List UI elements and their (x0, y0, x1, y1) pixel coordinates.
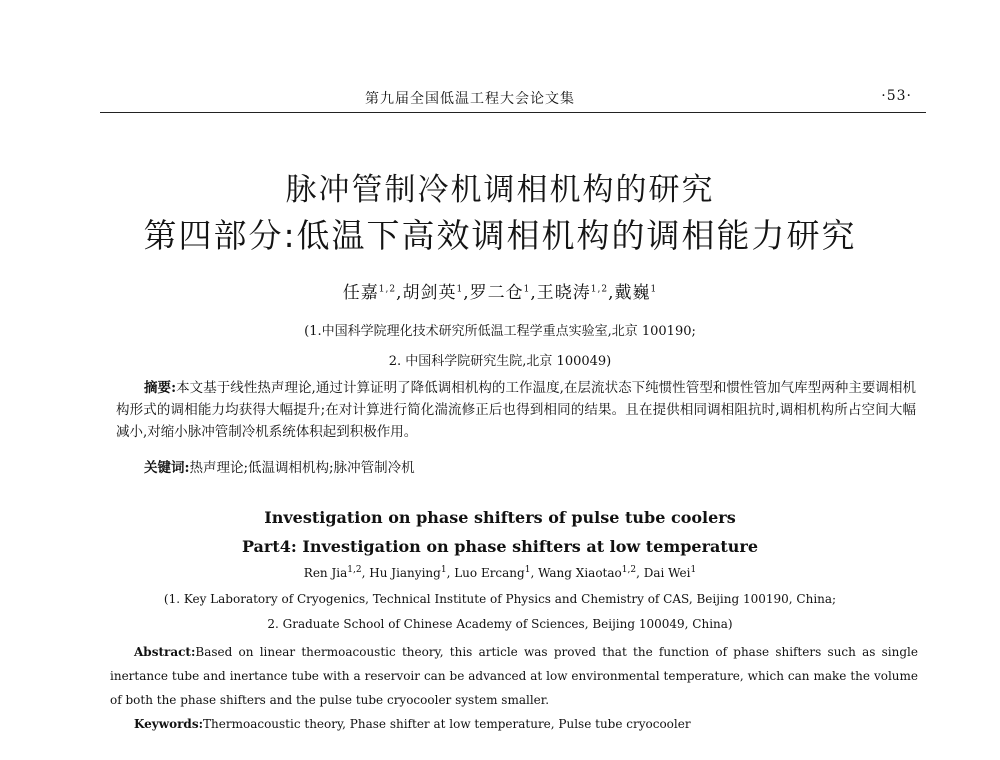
author-cn-affil: 1 (456, 284, 464, 295)
keywords-en (134, 717, 691, 731)
journal-title: 第九届全国低温工程大会论文集 (365, 91, 575, 107)
author-en: Luo Ercang (454, 566, 525, 580)
author-cn-affil: 1 (523, 284, 531, 295)
title-en-line1: Investigation on phase shifters of pulse tube coolers (264, 508, 736, 527)
author-en-affil: 1 (524, 565, 531, 575)
title-cn-line1: 脉冲管制冷机调相机构的研究 (285, 172, 715, 208)
header-rule (100, 112, 926, 113)
affiliation-cn-1: (1.中国科学院理化技术研究所低温工程学重点实验室,北京 100190; (304, 324, 696, 339)
title-en-line2: Part4: Investigation on phase shifters at low temperature (241, 537, 759, 556)
keywords-en-label: Keywords: (134, 717, 204, 731)
abstract-cn (116, 377, 916, 443)
author-en: Dai Wei (643, 566, 691, 580)
keywords-cn-label: 关键词: (144, 460, 190, 476)
abstract-cn-text: 本文基于线性热声理论,通过计算证明了降低调相机构的工作温度,在层流状态下纯惯性管型和惯性管加气库型两种主要调相机构形式的调相能力均获得大幅提升;在对计算进行简化湍流修正后也得到相同的结果。且在提供相同调相阻抗时,调相机构所占空间大幅减小,对缩小脉冲管制冷机系统体积起到积极作用。 (116, 380, 916, 440)
keywords-cn (144, 456, 415, 476)
author-en-affil: 1 (440, 565, 447, 575)
keywords-en-text: Thermoacoustic theory, Phase shifter at low temperature, Pulse tube cryocooler (203, 717, 691, 731)
author-en-affil: 1,2 (621, 565, 637, 575)
author-en-affil: 1 (690, 565, 697, 575)
author-cn-affil: 1,2 (590, 284, 609, 295)
affiliation-cn-2: 2. 中国科学院研究生院,北京 100049) (388, 354, 612, 369)
author-cn: 任嘉 (342, 283, 379, 303)
abstract-en (110, 640, 918, 712)
abstract-en-label: Abstract: (134, 645, 196, 659)
abstract-cn-label: 摘要: (144, 380, 177, 396)
author-cn: 罗二仓 (469, 283, 524, 303)
affiliation-en-2: 2. Graduate School of Chinese Academy of Sciences, Beijing 100049, China) (267, 617, 733, 631)
keywords-cn-text: 热声理论;低温调相机构;脉冲管制冷机 (189, 460, 415, 476)
authors-en: Ren Jia$^{1,2}$, Hu Jianying$^1$, Luo Ercang$^1$, Wang Xiaotao$^{1,2}$, Dai Wei$^1$ (303, 565, 697, 580)
author-en: Wang Xiaotao (538, 566, 622, 580)
author-cn: 胡剑英 (402, 283, 457, 303)
author-en: Hu Jianying (369, 566, 441, 580)
abstract-en-text: Based on linear thermoacoustic theory, this article was proved that the function of phase shifters such as single inertance tube and inertance tube with a reservoir can be advanced at low environmental temperature, which can make the volume of both the phase shifters and the pulse tube cryocooler system smaller. (110, 645, 918, 707)
author-en-affil: 1,2 (347, 565, 362, 575)
authors-cn: 任嘉$^{1,2}$,胡剑英$^1$,罗二仓$^1$,王晓涛$^{1,2}$,戴巍$^1$ (342, 283, 658, 303)
author-cn-affil: 1 (650, 284, 658, 295)
affiliation-en-1: (1. Key Laboratory of Cryogenics, Technical Institute of Physics and Chemistry of CAS, Beijing 100190, China; (163, 592, 837, 606)
page-number: ·53· (881, 88, 912, 104)
author-cn: 戴巍 (614, 283, 651, 303)
author-en: Ren Jia (303, 566, 348, 580)
author-cn: 王晓涛 (536, 283, 591, 303)
author-cn-affil: 1,2 (378, 284, 397, 295)
title-cn-line2: 第四部分:低温下高效调相机构的调相能力研究 (143, 216, 857, 255)
